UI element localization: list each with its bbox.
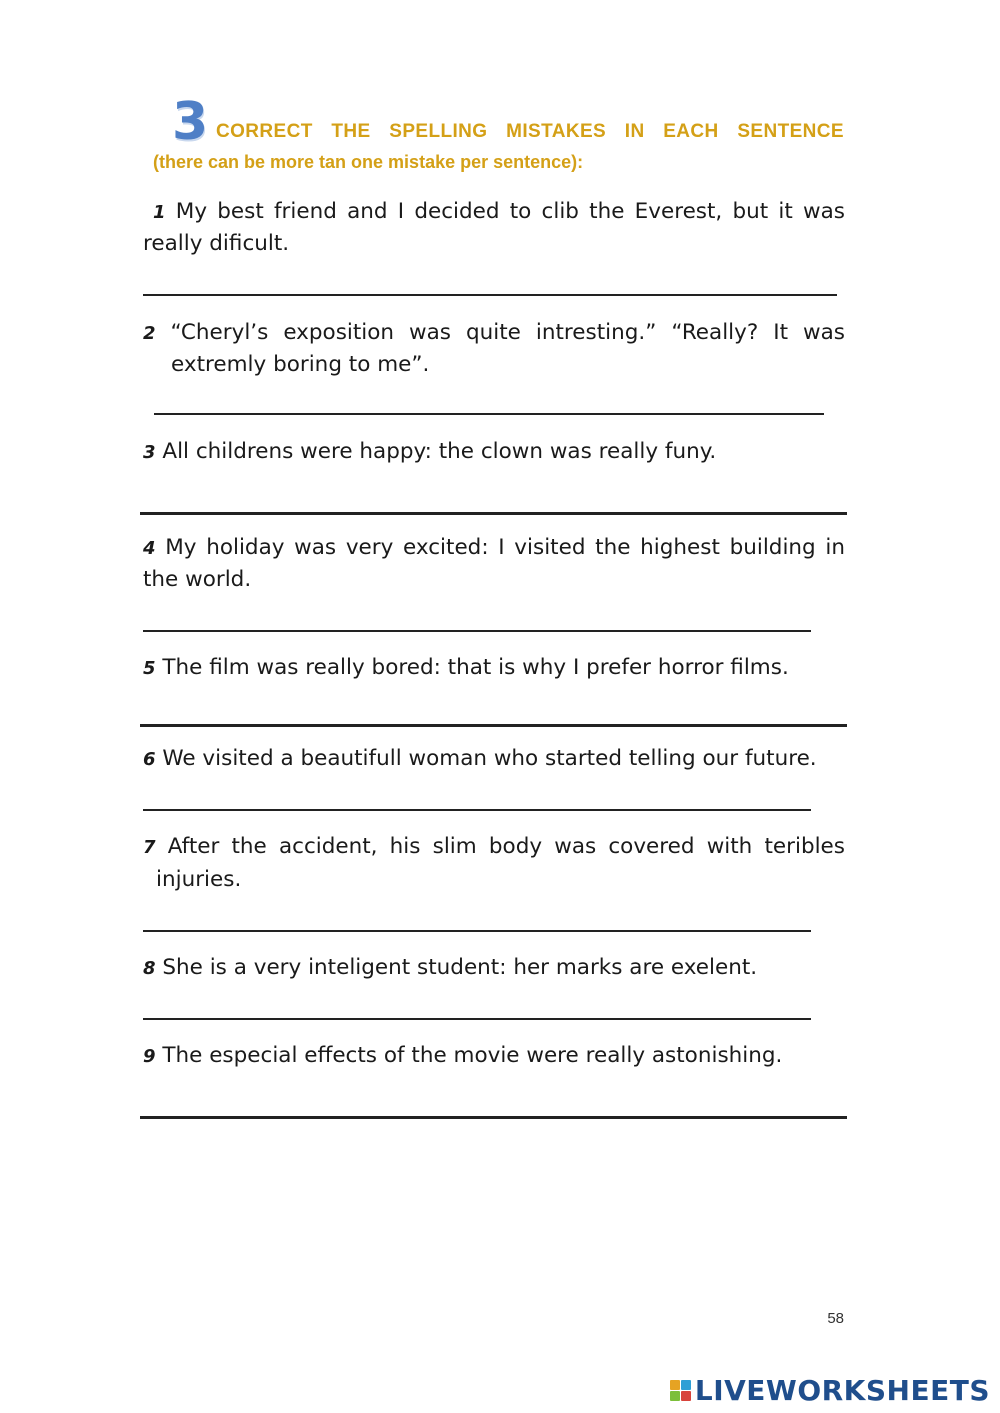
sentence-text: All childrens were happy: the clown was really funy. [162,439,717,464]
sentence-2-line-1 [143,317,845,350]
sentence-text: My holiday was very excited: I visited the highest building in [165,535,845,560]
answer-line-2[interactable] [154,413,824,415]
sentence-5 [143,652,789,685]
sentence-number: 2 [143,323,156,344]
sentence-text: “Cheryl’s exposition was quite intresting.” “Really? It was [170,320,846,345]
exercise-title: CORRECT THE SPELLING MISTAKES IN EACH SENTENCE [216,121,844,142]
answer-line-7[interactable] [143,930,811,932]
sentence-7-line-1 [143,831,845,864]
sentence-number: 8 [143,958,156,979]
liveworksheets-logo[interactable] [670,1374,990,1407]
answer-line-3[interactable] [140,512,847,515]
sentence-1-line-2: really dificult. [143,231,290,256]
sentence-text: The especial effects of the movie were really astonishing. [162,1043,783,1068]
sentence-1-line-1 [143,196,845,229]
liveworksheets-logo-icon [670,1380,691,1401]
sentence-7-line-2: injuries. [156,867,242,892]
sentence-text: My best friend and I decided to clib the Everest, but it was [175,199,845,224]
sentence-4-line-1 [143,532,845,565]
sentence-3 [143,436,716,469]
sentence-text: We visited a beautifull woman who started telling our future. [162,746,817,771]
answer-line-9[interactable] [140,1116,847,1119]
sentence-number: 3 [143,442,156,463]
answer-line-5[interactable] [140,724,847,727]
sentence-2-line-2: extremly boring to me”. [171,352,430,377]
liveworksheets-logo-text: LIVEWORKSHEETS [694,1374,990,1407]
answer-line-1[interactable] [143,294,837,296]
sentence-number: 7 [143,837,156,858]
sentence-text: She is a very inteligent student: her marks are exelent. [162,955,758,980]
page-number: 58 [827,1310,844,1327]
sentence-9 [143,1040,782,1073]
sentence-number: 4 [143,538,156,559]
exercise-number: 3 [172,92,209,152]
sentence-text: The film was really bored: that is why I prefer horror films. [162,655,789,680]
exercise-subtitle: (there can be more tan one mistake per sentence): [153,152,584,172]
answer-line-8[interactable] [143,1018,811,1020]
answer-line-4[interactable] [143,630,811,632]
sentence-8 [143,952,757,985]
sentence-number: 5 [143,658,156,679]
sentence-4-line-2: the world. [143,567,252,592]
sentence-number: 1 [153,202,166,223]
sentence-text: After the accident, his slim body was covered with teribles [167,834,845,859]
answer-line-6[interactable] [143,809,811,811]
sentence-number: 6 [143,749,156,770]
sentence-number: 9 [143,1046,156,1067]
sentence-6 [143,743,817,776]
